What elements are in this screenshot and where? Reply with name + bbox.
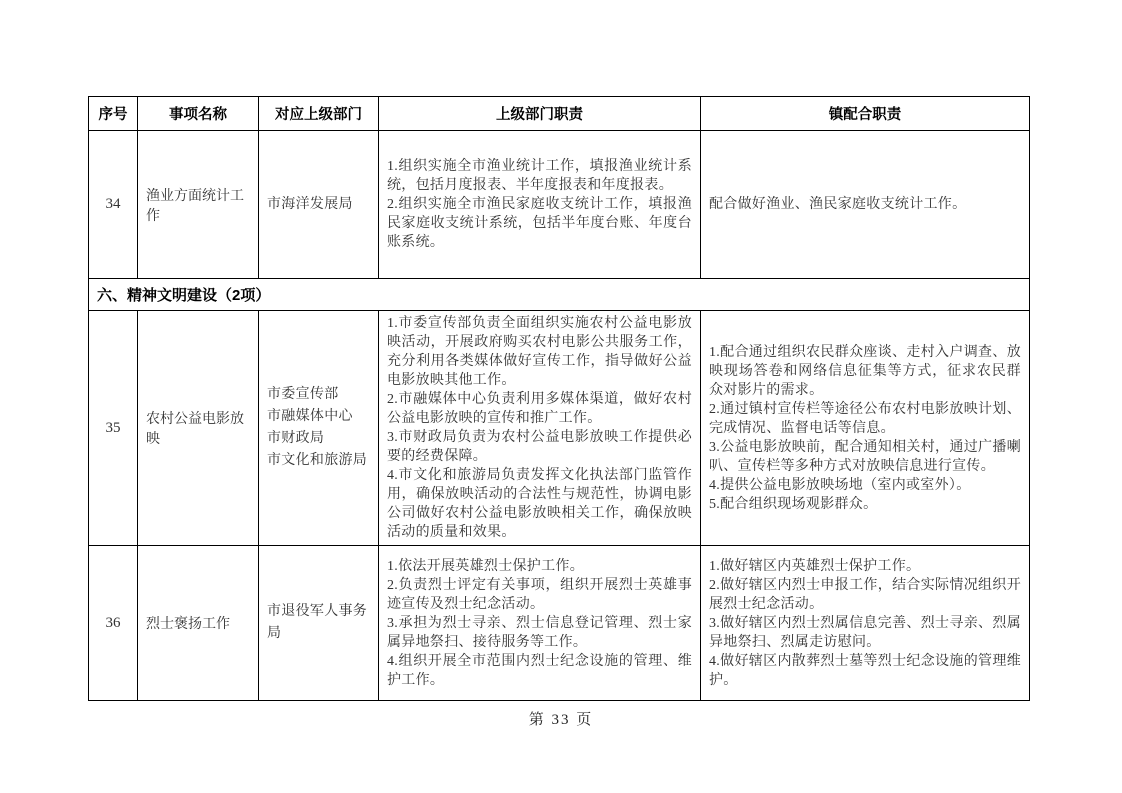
departments-cell: 市委宣传部 市融媒体中心 市财政局 市文化和旅游局: [259, 311, 379, 546]
table-row-34: [89, 131, 1030, 279]
table-row-35: [89, 311, 1030, 546]
col-header-no: 序号: [89, 97, 138, 131]
section-header-label: 六、精神文明建设（2项）: [89, 279, 1030, 311]
row-number-cell: 34: [89, 131, 138, 279]
col-header-item-name: 事项名称: [138, 97, 259, 131]
superior-duties-cell: 1.市委宣传部负责全面组织实施农村公益电影放映活动，开展政府购买农村电影公共服务工作，充分利用各类媒体做好宣传工作，指导做好公益电影放映其他工作。 2.市融媒体中心负责利用多媒体渠道，做好农村公益电影放映的宣传和推广工作。 3.市财政局负责为农村公益电影放映工作提供必要的经费保障。 4.市文化和旅游局负责发挥文化执法部门监管作用，确保放映活动的合法性与规范性，协调电影公司做好农村公益电影放映相关工作，确保放映活动的质量和效果。: [379, 311, 701, 546]
item-name-cell: 烈士褒扬工作: [138, 546, 259, 701]
item-name-cell: 农村公益电影放映: [138, 311, 259, 546]
superior-duties-cell: 1.依法开展英雄烈士保护工作。 2.负责烈士评定有关事项，组织开展烈士英雄事迹宣传及烈士纪念活动。 3.承担为烈士寻亲、烈士信息登记管理、烈士家属异地祭扫、接待服务等工作。 4.组织开展全市范围内烈士纪念设施的管理、维护工作。: [379, 546, 701, 701]
superior-duties-cell: 1.组织实施全市渔业统计工作，填报渔业统计系统，包括月度报表、半年度报表和年度报表。 2.组织实施全市渔民家庭收支统计工作，填报渔民家庭收支统计系统，包括半年度台账、年度台账系统。: [379, 131, 701, 279]
duties-table: [88, 96, 1030, 701]
item-name-cell: 渔业方面统计工作: [138, 131, 259, 279]
town-duties-cell: 配合做好渔业、渔民家庭收支统计工作。: [701, 131, 1030, 279]
row-number-cell: 35: [89, 311, 138, 546]
departments-cell: 市海洋发展局: [259, 131, 379, 279]
col-header-town-duty: 镇配合职责: [701, 97, 1030, 131]
col-header-superior-duty: 上级部门职责: [379, 97, 701, 131]
row-number-cell: 36: [89, 546, 138, 701]
town-duties-cell: 1.配合通过组织农民群众座谈、走村入户调查、放映现场答卷和网络信息征集等方式，征求农民群众对影片的需求。 2.通过镇村宣传栏等途径公布农村电影放映计划、完成情况、监督电话等信息。 3.公益电影放映前，配合通知相关村，通过广播喇叭、宣传栏等多种方式对放映信息进行宣传。 4.提供公益电影放映场地（室内或室外）。 5.配合组织现场观影群众。: [701, 311, 1030, 546]
col-header-department: 对应上级部门: [259, 97, 379, 131]
page-number: 第 33 页: [528, 712, 594, 728]
section-header-row: [89, 279, 1030, 311]
table-header-row: [89, 97, 1030, 131]
departments-cell: 市退役军人事务局: [259, 546, 379, 701]
table-row-36: [89, 546, 1030, 701]
town-duties-cell: 1.做好辖区内英雄烈士保护工作。 2.做好辖区内烈士申报工作，结合实际情况组织开展烈士纪念活动。 3.做好辖区内烈士烈属信息完善、烈士寻亲、烈属异地祭扫、烈属走访慰问。 4.做好辖区内散葬烈士墓等烈士纪念设施的管理维护。: [701, 546, 1030, 701]
